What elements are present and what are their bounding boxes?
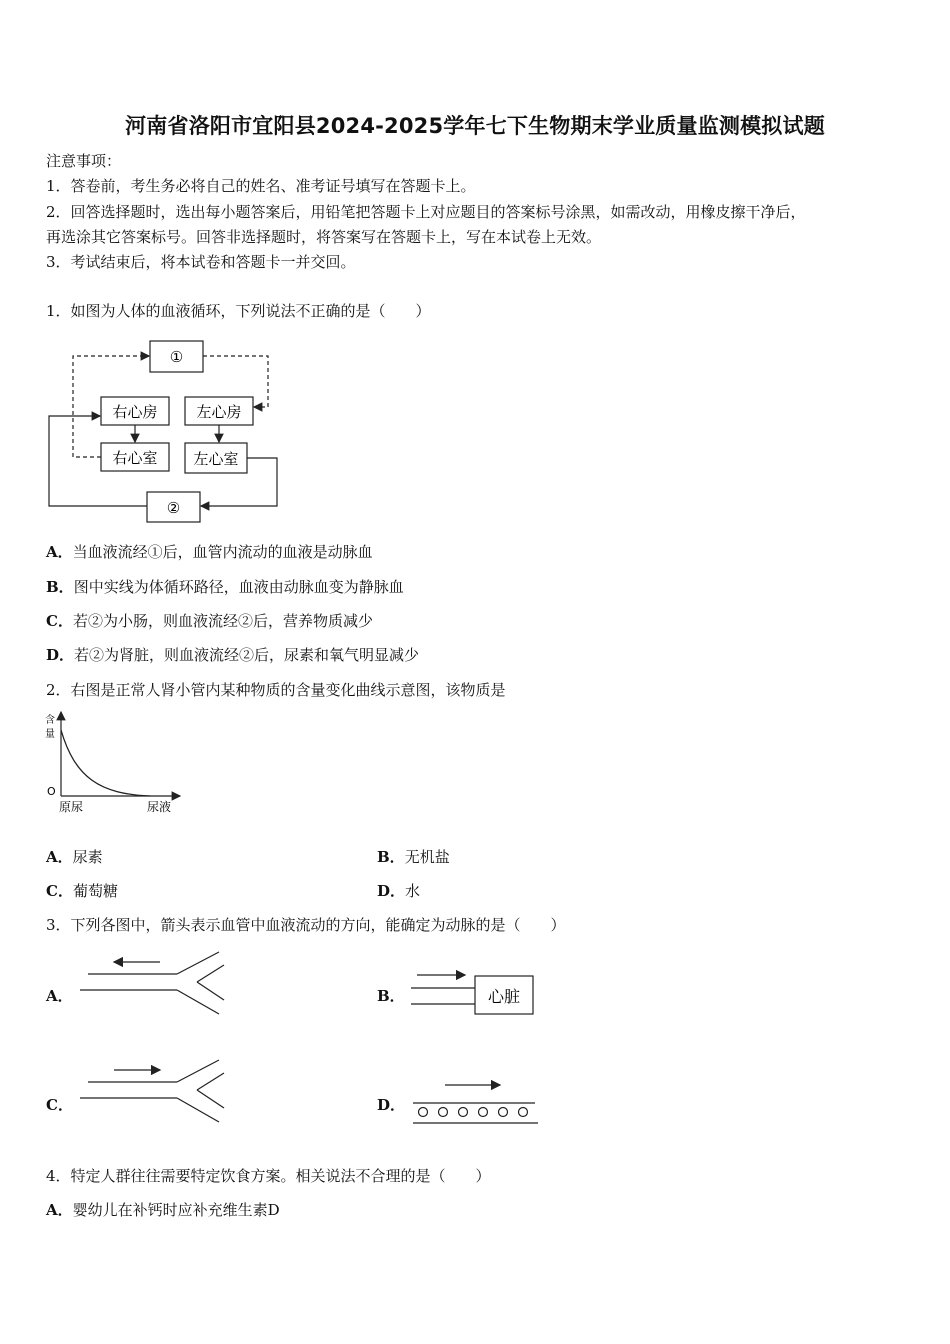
- q1-option-b[interactable]: B．图中实线为体循环路径，血液由动脉血变为静脉血: [46, 578, 404, 596]
- q4-option-a[interactable]: A．婴幼儿在补钙时应补充维生素D: [46, 1201, 280, 1219]
- q3-figure-c: [74, 1058, 234, 1128]
- q3-option-b[interactable]: B．: [377, 987, 405, 1005]
- x-end-label: 尿液: [147, 800, 172, 814]
- right-ventricle-label: 右心室: [112, 449, 158, 467]
- q3-figure-b: [405, 962, 540, 1018]
- q1-option-c[interactable]: C．若②为小肠，则血液流经②后，营养物质减少: [46, 612, 373, 630]
- y-label-1: 含: [45, 715, 55, 726]
- left-ventricle-label: 左心室: [193, 450, 239, 468]
- q3-figure-a: [74, 950, 234, 1020]
- content-curve: [61, 730, 150, 796]
- q3-stem: 3．下列各图中，箭头表示血管中血液流动的方向，能确定为动脉的是（ ）: [46, 916, 566, 934]
- q3-figure-d: [405, 1075, 545, 1130]
- q3-option-c[interactable]: C．: [46, 1096, 73, 1114]
- y-label-2: 量: [45, 729, 55, 740]
- page-title: 河南省洛阳市宜阳县2024-2025学年七下生物期末学业质量监测模拟试题: [125, 114, 825, 138]
- notice-item: 再选涂其它答案标号。回答非选择题时，将答案写在答题卡上，写在本试卷上无效。: [46, 228, 602, 246]
- q1-stem: 1．如图为人体的血液循环，下列说法不正确的是（ ）: [46, 302, 431, 320]
- q1-option-a[interactable]: A．当血液流经①后，血管内流动的血液是动脉血: [46, 543, 373, 561]
- q2-option-a[interactable]: A．尿素: [46, 848, 103, 866]
- right-atrium-label: 右心房: [112, 403, 158, 421]
- q1-option-d[interactable]: D．若②为肾脏，则血液流经②后，尿素和氧气明显减少: [46, 646, 420, 664]
- notice-item: 2．回答选择题时，选出每小题答案后，用铅笔把答题卡上对应题目的答案标号涂黑，如需改动，用橡皮擦干净后，: [46, 203, 806, 221]
- q4-stem: 4．特定人群往往需要特定饮食方案。相关说法不合理的是（ ）: [46, 1167, 491, 1185]
- q2-option-d[interactable]: D．水: [377, 882, 421, 900]
- q3-option-a[interactable]: A．: [46, 987, 73, 1005]
- concentration-graph: [40, 708, 190, 820]
- left-atrium-label: 左心房: [196, 403, 242, 421]
- q3-option-d[interactable]: D．: [377, 1096, 406, 1114]
- x-start-label: 原尿: [59, 800, 84, 814]
- notice-item: 1．答卷前，考生务必将自己的姓名、准考证号填写在答题卡上。: [46, 177, 476, 195]
- circulation-diagram: [40, 335, 300, 530]
- notice-heading: 注意事项：: [46, 152, 122, 170]
- heart-label: 心脏: [487, 987, 521, 1006]
- q2-stem: 2．右图是正常人肾小管内某种物质的含量变化曲线示意图，该物质是: [46, 681, 506, 699]
- origin-label: O: [47, 785, 56, 798]
- notice-item: 3．考试结束后，将本试卷和答题卡一并交回。: [46, 253, 356, 271]
- q2-option-b[interactable]: B．无机盐: [377, 848, 450, 866]
- q2-option-c[interactable]: C．葡萄糖: [46, 882, 118, 900]
- box1-label: ①: [169, 348, 184, 366]
- box2-label: ②: [166, 499, 181, 517]
